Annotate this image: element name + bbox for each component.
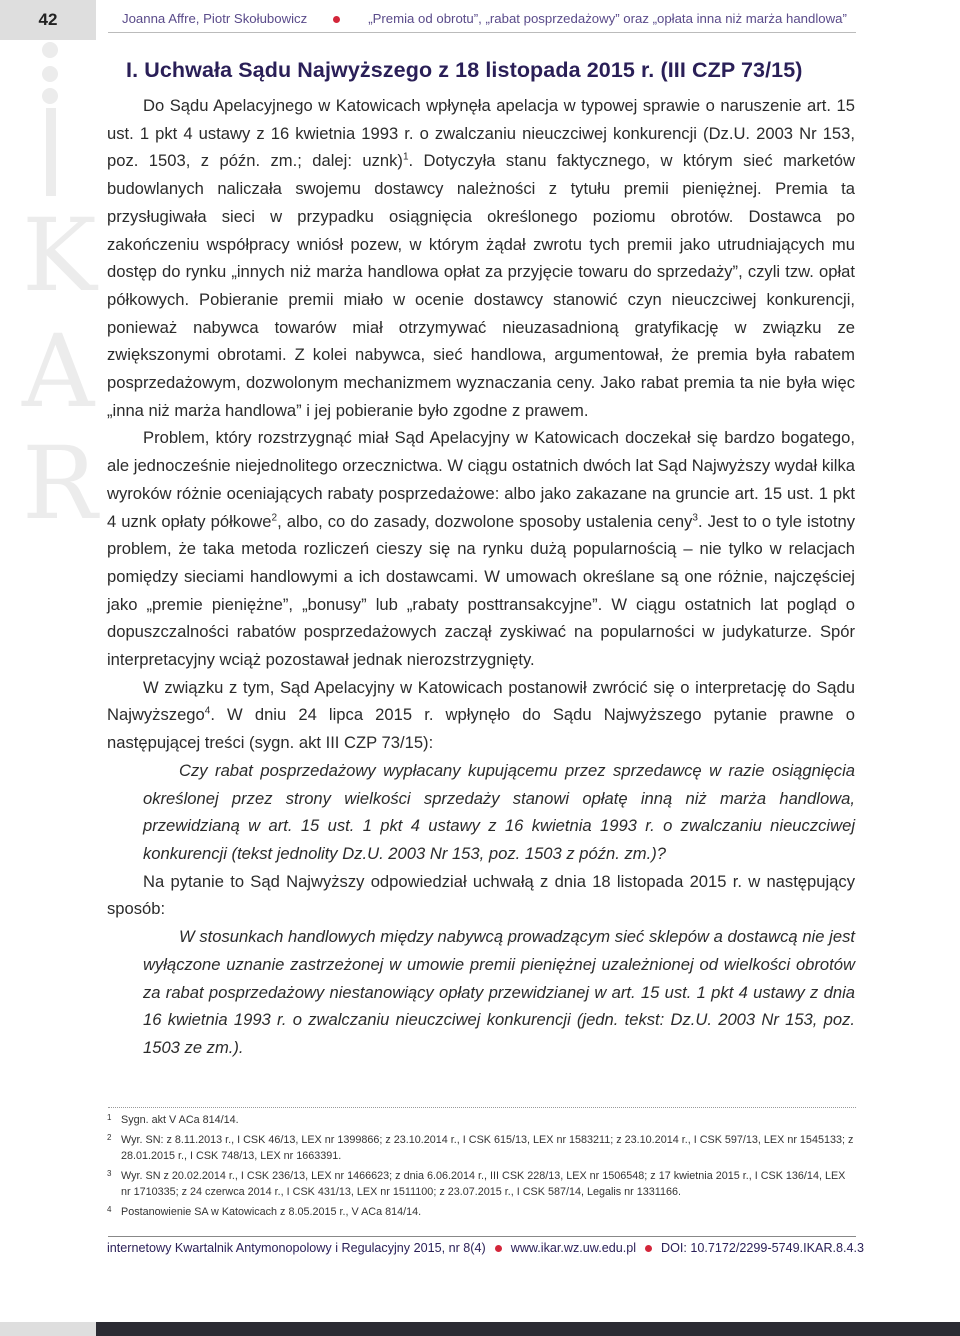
journal-name: internetowy Kwartalnik Antymonopolowy i Regulacyjny 2015, nr 8(4) [107, 1241, 486, 1255]
paragraph-text: , albo, co do zasady, dozwolone sposoby ustalenia ceny [277, 511, 693, 531]
bottom-band [0, 1322, 960, 1336]
footnote-ref-2[interactable]: 2 [271, 512, 278, 524]
footnote-item [107, 1112, 855, 1129]
footnote-item [107, 1204, 855, 1221]
footnote-number: 1 [107, 1113, 112, 1122]
header-article-title: „Premia od obrotu”, „rabat posprzedażowy” oraz „opłata inna niż marża handlowa” [368, 11, 847, 26]
logo-dot-icon [42, 42, 58, 58]
footnote-ref-4[interactable]: 4 [204, 705, 211, 717]
paragraph-text: W związku z tym, Sąd Apelacyjny w Katowicach postanowił zwrócić się o interpretację do Sądu Najwyższego [107, 677, 855, 725]
section-title: I. Uchwała Sądu Najwyższego z 18 listopada 2015 r. (III CZP 73/15) [126, 58, 803, 82]
footnote-ref-1[interactable]: 1 [402, 151, 409, 163]
logo-letter-k: K [22, 197, 97, 314]
footnote-text: Wyr. SN z 20.02.2014 r., I CSK 236/13, LEX nr 1466623; z dnia 6.06.2014 r., III CSK 228/13, LEX nr 1506548; z 17 kwietnia 2015 r., I CSK 136/14, LEX nr 1710335; z 24 czerwca 2014 r., I CSK 431/13, LEX nr 1511100; z 23.07.2015 r., I CSK 587/14, Legalis nr 1331166. [121, 1169, 846, 1198]
header-divider [108, 32, 856, 33]
logo-dot-icon [42, 88, 58, 104]
paragraph-1 [107, 92, 855, 424]
paragraph-text: . W dniu 24 lipca 2015 r. wpłynęło do Sądu Najwyższego pytanie prawne o następującej treści (sygn. akt III CZP 73/15): [107, 705, 855, 753]
logo-dot-icon [42, 66, 58, 82]
ikar-logo [18, 42, 98, 542]
journal-doi: DOI: 10.7172/2299-5749.IKAR.8.4.3 [661, 1241, 865, 1255]
logo-letter-a: A [22, 313, 95, 430]
bullet-dot-icon [495, 1245, 502, 1252]
header-authors: Joanna Affre, Piotr Skołubowicz [122, 11, 308, 26]
footnote-number: 3 [107, 1168, 112, 1178]
bullet-dot-icon [333, 16, 340, 23]
paragraph-text: Do Sądu Apelacyjnego w Katowicach wpłynęła apelacja w typowej sprawie o naruszenie art. 15 ust. 1 pkt 4 ustawy z 16 kwietnia 1993 r. o zwalczaniu nieuczciwej konkurencji (Dz.U. 2003 Nr 153, poz. 1503, z późn. zm.; dalej: uznk) [107, 96, 855, 171]
paragraph-4: Na pytanie to Sąd Najwyższy odpowiedział uchwałą z dnia 18 listopada 2015 r. w następujący sposób: [107, 871, 855, 919]
footnote-text: Sygn. akt V ACa 814/14. [121, 1114, 239, 1126]
paragraph-2 [107, 424, 855, 673]
quoted-question: Czy rabat posprzedażowy wypłacany kupującemu przez sprzedawcę w razie osiągnięcia określonej przez strony wielkości sprzedaży stanowi opłatę inną niż marża handlowa, przewidzianą w art. 15 ust. 1 pkt 4 ustawy z 16 kwietnia 1993 r. o zwalczaniu nieuczciwej konkurencji (tekst jednolity Dz.U. 2003 Nr 153, poz. 1503 z późn. zm.)? [143, 760, 855, 863]
logo-letter-r: R [22, 425, 98, 542]
paragraph-text: . Jest to o tyle istotny problem, że taka metoda rozliczeń cieszy się na rynku dużą popularnością – nie tylko w relacjach pomiędzy sieciami handlowymi a ich dostawcami. W umowach określane są one różnie, najczęściej jako „premie pieniężne”, „bonusy” lub „rabaty posttransakcyjne”. W ciągu ostatnich lat pogląd o dopuszczalności rabatów posprzedażowych zaczął zyskiwać na popularności w judykaturze. Spór interpretacyjny wciąż pozostawał jednak nierozstrzygnięty. [107, 511, 855, 670]
page-number: 42 [0, 0, 96, 40]
footnote-number: 2 [107, 1132, 112, 1142]
running-header [122, 11, 857, 26]
footnote-number: 4 [107, 1204, 112, 1214]
footnotes [107, 1112, 855, 1223]
logo-i-stem [46, 108, 56, 196]
footnote-text: Wyr. SN: z 8.11.2013 r., I CSK 46/13, LEX nr 1399866; z 23.10.2014 r., I CSK 615/13, LEX nr 1583211; z 23.10.2014 r., I CSK 597/13, LEX nr 1545133; z 28.01.2015 r., I CSK 748/13, LEX nr 1663391. [121, 1133, 854, 1162]
bullet-dot-icon [645, 1245, 652, 1252]
footnote-item [107, 1168, 855, 1201]
article-body [107, 92, 855, 1062]
journal-url[interactable]: www.ikar.wz.uw.edu.pl [510, 1241, 637, 1255]
footnote-divider [108, 1107, 856, 1108]
quoted-resolution: W stosunkach handlowych między nabywcą prowadzącym sieć sklepów a dostawcą nie jest wyłączone uznanie zastrzeżonej w umowie premii pieniężnej uzależnionej od wielkości obrotów za rabat posprzedażowy niestanowiący opłaty przewidzianej w art. 15 ust. 1 pkt 4 ustawy z dnia 16 kwietnia 1993 r. o zwalczaniu nieuczciwej konkurencji (jedn. tekst: Dz.U. 2003 Nr 153, poz. 1503 ze zm.). [143, 927, 855, 1057]
footer-divider [108, 1236, 856, 1237]
paragraph-text: Problem, który rozstrzygnąć miał Sąd Apelacyjny w Katowicach doczekał się bardzo bogatego, ale jednocześnie niejednolitego orzecznictwa. W ciągu ostatnich dwóch lat Sąd Najwyższy wydał kilka wyroków różnie oceniających rabaty posprzedażowe: albo jako zakazane na gruncie art. 15 ust. 1 pkt 4 uznk opłaty półkowe [107, 428, 856, 531]
footnote-text: Postanowienie SA w Katowicach z 8.05.2015 r., V ACa 814/14. [121, 1205, 422, 1218]
footnote-item [107, 1132, 855, 1165]
paragraph-3 [107, 674, 855, 757]
journal-footer [107, 1241, 865, 1255]
bottom-band-grey [0, 1322, 96, 1336]
footnote-ref-3[interactable]: 3 [692, 512, 698, 524]
paragraph-text: . Dotyczyła stanu faktycznego, w którym sieć marketów budowlanych naliczała swojemu dostawcy należności z tytułu premii pieniężnej. Premia ta przysługiwała sieci w przypadku osiągnięcia określonego poziomu obrotów. Dostawca po zakończeniu współpracy wniósł pozew, w którym żądał zwrotu tych premii jako utrudniających mu dostęp do rynku „innych niż marża handlowa opłat za przyjęcie towaru do sprzedaży”, czyli tzw. opłat półkowych. Pobieranie premii miało w ocenie dostawcy stanowić czyn nieuczciwej konkurencji, ponieważ nabywca towarów miał otrzymywać nieuzasadnioną gratyfikację w związku ze zwiększonymi obrotami. Z kolei nabywca, sieć handlowa, argumentował, że premia była rabatem posprzedażowym, dozwolonym mechanizmem wyznaczania ceny. Jako rabat premia ta nie była więc „inna niż marża handlowa” i jej pobieranie było zgodne z prawem. [107, 151, 856, 420]
